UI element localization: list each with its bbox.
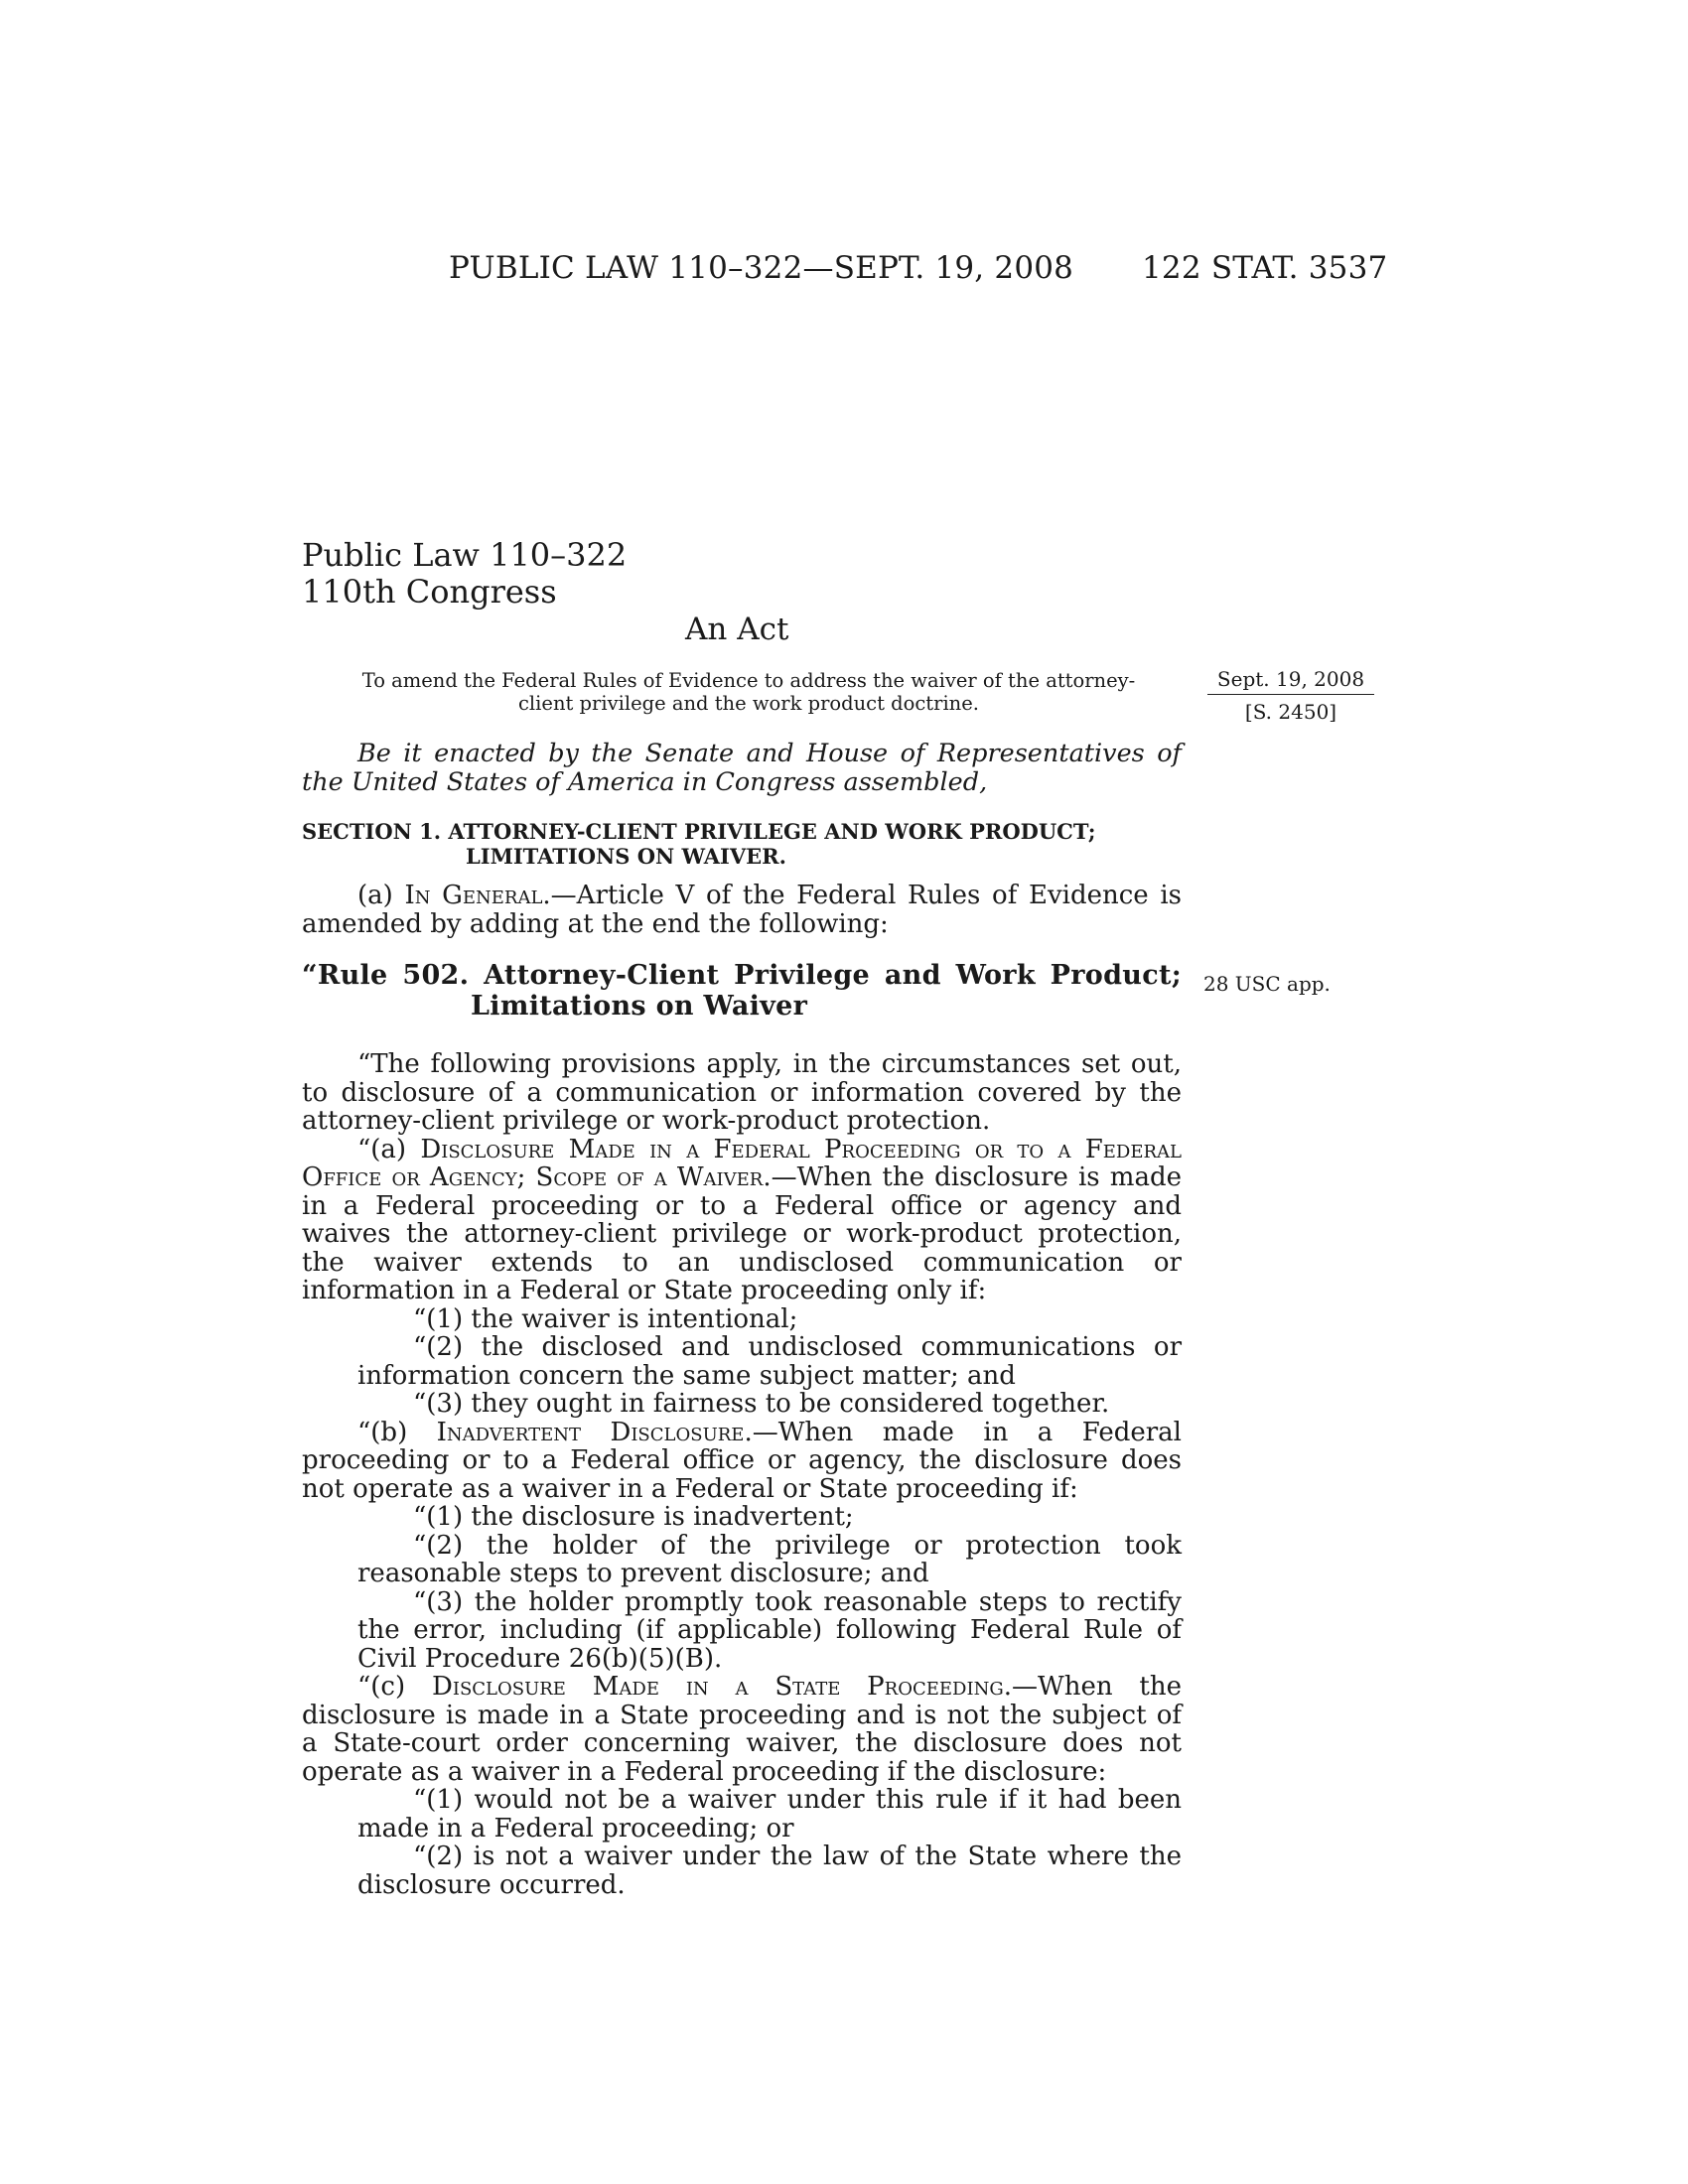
rule-502-c [302, 1673, 1182, 1786]
rule-502-a [302, 1136, 1182, 1305]
subsection-a-prefix: (a) [357, 881, 405, 910]
rule-502-body [302, 1050, 1182, 1899]
margin-note-usc: 28 USC app. [1203, 972, 1331, 996]
section-1-heading-line2: LIMITATIONS ON WAIVER. [466, 844, 786, 869]
margin-note-date: Sept. 19, 2008 [1216, 667, 1365, 691]
rule-502-heading-line1: “Rule 502. Attorney-Client Privilege and Work Product; [302, 960, 1182, 991]
rule-502-a-item: “(2) the disclosed and undisclosed communications or information concern the same subject matter; and [357, 1332, 1182, 1391]
rule-502-a-text: .—When the disclosure is made in a Federal proceeding or to a Federal office or agency and waives the attorney-client privilege or work-product protection, the waiver extends to an undisclosed communication or information in a Federal or State proceeding only if: [302, 1162, 1182, 1305]
rule-502-b-item: “(2) the holder of the privilege or protection took reasonable steps to prevent disclosure; and [357, 1530, 1182, 1588]
margin-note-bill: [S. 2450] [1244, 700, 1337, 724]
rule-502-c-prefix: “(c) [357, 1672, 432, 1702]
rule-502-heading-line2: Limitations on Waiver [471, 991, 808, 1022]
congress-number: 110th Congress [302, 573, 557, 611]
enacting-clause-text: Be it enacted by the Senate and House of Representatives of the United States of America in Congress assembled, [302, 739, 1182, 797]
rule-502-c-caption: Disclosure Made in a State Proceeding [431, 1672, 1004, 1702]
rule-502-a-item: “(1) the waiver is intentional; [413, 1303, 798, 1334]
section-1-heading-line1: SECTION 1. ATTORNEY-CLIENT PRIVILEGE AND WORK PRODUCT; [302, 819, 1096, 844]
rule-502-b-caption: Inadvertent Disclosure [436, 1417, 745, 1447]
rule-502-a-caption: Disclosure Made in a Federal Proceeding or to a Federal Office or Agency; Scope of a Waiver [302, 1134, 1182, 1192]
margin-note-divider [1207, 694, 1374, 695]
rule-502-a-prefix: “(a) [357, 1134, 421, 1164]
subsection-a-text: .—Article V of the Federal Rules of Evidence is amended by adding at the end the following: [302, 881, 1182, 939]
enacting-clause [302, 740, 1182, 796]
rule-502-b-item: “(1) the disclosure is inadvertent; [413, 1502, 854, 1532]
rule-502-b-prefix: “(b) [357, 1417, 437, 1447]
rule-502-b-item: “(3) the holder promptly took reasonable steps to rectify the error, including (if applicable) following Federal Rule of Civil Procedure 26(b)(5)(B). [357, 1586, 1182, 1674]
subsection-a-caption: In General [404, 881, 543, 910]
section-1-heading [302, 819, 1182, 869]
rule-502-intro: “The following provisions apply, in the circumstances set out, to disclosure of a communication or information covered by the attorney-client privilege or work-product protection. [302, 1049, 1182, 1136]
an-act-heading: An Act [685, 612, 789, 647]
rule-502-heading [302, 960, 1182, 1022]
stat-citation: 122 STAT. 3537 [1142, 250, 1388, 286]
law-number: Public Law 110–322 [302, 536, 628, 574]
rule-502-c-item: “(2) is not a waiver under the law of the State where the disclosure occurred. [357, 1842, 1182, 1900]
running-head: PUBLIC LAW 110–322—SEPT. 19, 2008 [449, 250, 1074, 286]
rule-502-c-item: “(1) would not be a waiver under this rule if it had been made in a Federal proceeding; or [357, 1785, 1182, 1843]
act-purpose: To amend the Federal Rules of Evidence to address the waiver of the attorney-client privilege and the work product doctrine. [361, 669, 1136, 715]
rule-502-b-text: .—When made in a Federal proceeding or to a Federal office or agency, the disclosure does not operate as a waiver in a Federal or State proceeding if: [302, 1417, 1182, 1504]
rule-502-a-item: “(3) they ought in fairness to be considered together. [413, 1389, 1110, 1419]
rule-502-c-text: .—When the disclosure is made in a State proceeding and is not the subject of a State-court order concerning waiver, the disclosure does not operate as a waiver in a Federal proceeding if the disclosure: [302, 1672, 1183, 1787]
section-1-subsection-a [302, 882, 1182, 938]
rule-502-b [302, 1419, 1182, 1504]
